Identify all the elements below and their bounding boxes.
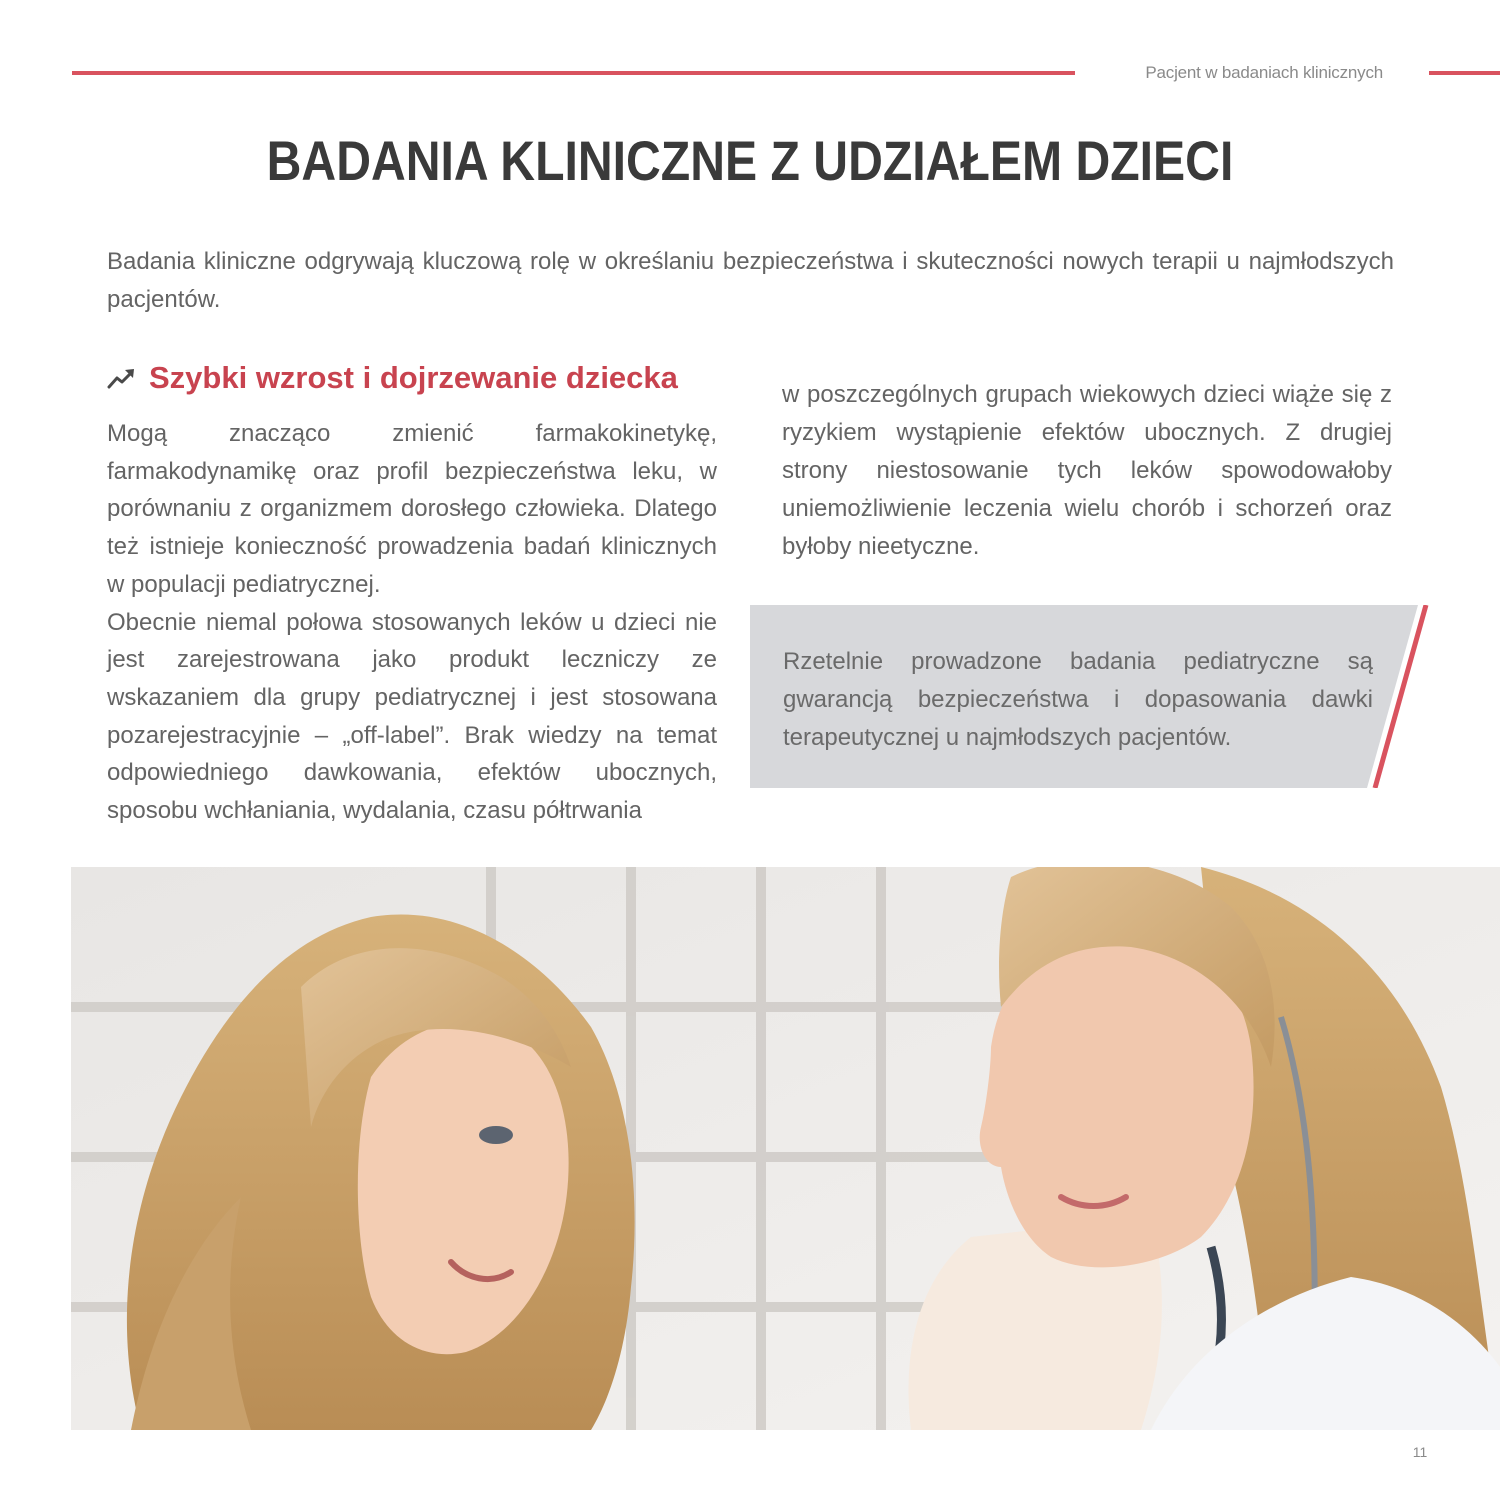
trend-up-arrow-icon: [107, 365, 137, 391]
page-title: BADANIA KLINICZNE Z UDZIAŁEM DZIECI: [266, 129, 1234, 192]
page-number: 11: [1412, 1444, 1428, 1460]
running-head: Pacjent w badaniach klinicznych: [1145, 63, 1383, 82]
intro-paragraph: Badania kliniczne odgrywają kluczową rolę w określaniu bezpieczeństwa i skuteczności nowych terapii u najmłodszych pacjentów.: [107, 248, 1394, 313]
left-column: [107, 415, 717, 830]
section-heading: [107, 358, 678, 398]
paragraph-pk: Mogą znacząco zmienić farmakokinetykę, farmakodynamikę oraz profil bezpieczeństwa leku, w porównaniu z organizmem dorosłego człowieka. Dlatego też istnieje konieczność prowadzenia badań klinicznych w populacji pediatrycznej.: [107, 420, 717, 598]
photo-illustration: [71, 867, 1500, 1430]
doctor-child-photo: [71, 867, 1500, 1430]
callout-box: [750, 605, 1430, 788]
paragraph-off-label: Obecnie niemal połowa stosowanych leków u dzieci nie jest zarejestrowana jako produkt leczniczy ze wskazaniem dla grupy pediatrycznej i jest stosowana pozarejestracyjnie – „off-label”. Brak wiedzy na temat odpowiedniego dawkowania, efektów ubocznych, sposobu wchłaniania, wydalania, czasu półtrwania: [107, 608, 717, 825]
right-column-continuation: w poszczególnych grupach wiekowych dzieci wiąże się z ryzykiem wystąpienie efektów ubocznych. Z drugiej strony niestosowanie tych leków spowodowałoby uniemożliwienie leczenia wielu chorób i schorzeń oraz byłoby nieetyczne.: [782, 381, 1392, 560]
callout-text: Rzetelnie prowadzone badania pediatryczne są gwarancją bezpieczeństwa i dopasowania dawki terapeutycznej u najmłodszych pacjentów.: [783, 648, 1373, 751]
header-rule-left: [72, 71, 1075, 75]
section-title: Szybki wzrost i dojrzewanie dziecka: [149, 360, 678, 395]
header-rule-right: [1429, 71, 1500, 75]
